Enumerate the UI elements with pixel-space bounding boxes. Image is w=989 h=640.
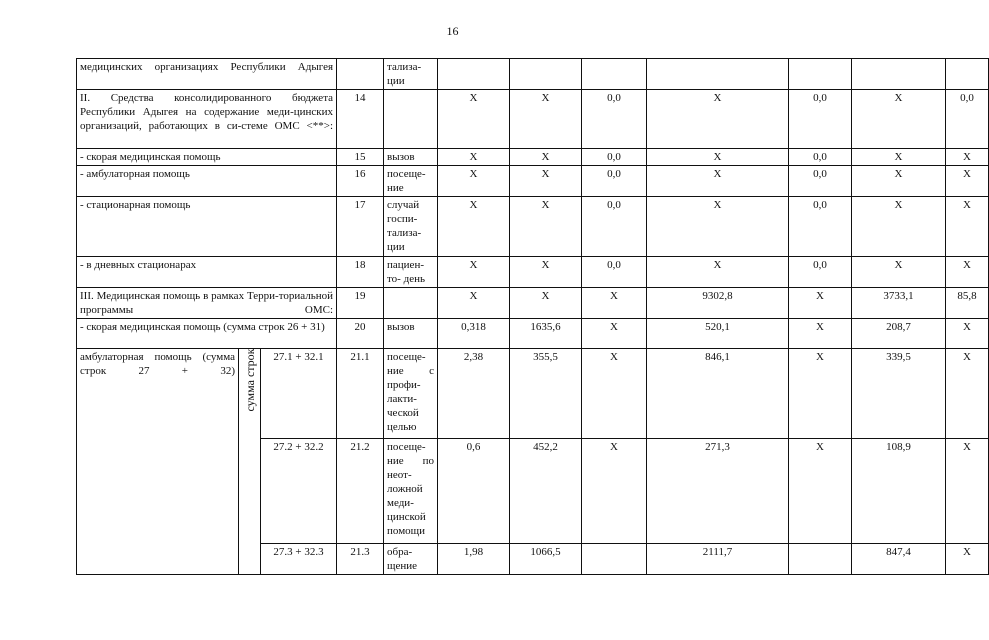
value-cell: 0,318: [438, 319, 510, 349]
vertical-label-cell: [239, 349, 261, 575]
unit-cell: посеще-ние с профи-лакти-ческой целью: [384, 349, 438, 439]
value-cell: X: [852, 197, 946, 257]
value-cell: X: [946, 166, 989, 197]
value-cell: X: [510, 197, 582, 257]
value-cell: [510, 59, 582, 90]
value-cell: 0,0: [789, 90, 852, 149]
row-label: - в дневных стационарах: [77, 257, 337, 288]
value-cell: 9302,8: [647, 288, 789, 319]
value-cell: 846,1: [647, 349, 789, 439]
value-cell: X: [946, 439, 989, 544]
value-cell: [946, 59, 989, 90]
value-cell: 2,38: [438, 349, 510, 439]
value-cell: X: [946, 349, 989, 439]
value-cell: X: [852, 257, 946, 288]
value-cell: 108,9: [852, 439, 946, 544]
value-cell: X: [647, 90, 789, 149]
value-cell: X: [582, 349, 647, 439]
value-cell: 847,4: [852, 544, 946, 575]
row-number: 19: [337, 288, 384, 319]
value-cell: [789, 59, 852, 90]
value-cell: X: [789, 319, 852, 349]
row-label: - скорая медицинская помощь: [77, 149, 337, 166]
value-cell: X: [582, 288, 647, 319]
value-cell: X: [946, 544, 989, 575]
page-number: 16: [446, 24, 459, 38]
unit-cell: [384, 288, 438, 319]
value-cell: X: [510, 90, 582, 149]
value-cell: X: [438, 90, 510, 149]
value-cell: X: [438, 257, 510, 288]
row-number: 16: [337, 166, 384, 197]
unit-cell: вызов: [384, 319, 438, 349]
value-cell: X: [647, 257, 789, 288]
value-cell: 2111,7: [647, 544, 789, 575]
row-number: 18: [337, 257, 384, 288]
row-number: 21.1: [337, 349, 384, 439]
value-cell: [789, 544, 852, 575]
unit-cell: обра-щение: [384, 544, 438, 575]
sub-row-label: 27.2 + 32.2: [261, 439, 337, 544]
table-row: [77, 59, 989, 90]
row-number: 20: [337, 319, 384, 349]
table-row: [77, 166, 989, 197]
table-row: [77, 149, 989, 166]
value-cell: 85,8: [946, 288, 989, 319]
value-cell: X: [946, 319, 989, 349]
value-cell: 271,3: [647, 439, 789, 544]
value-cell: X: [789, 439, 852, 544]
row-number: [337, 59, 384, 90]
value-cell: 339,5: [852, 349, 946, 439]
value-cell: X: [647, 197, 789, 257]
sub-row-label: 27.3 + 32.3: [261, 544, 337, 575]
table-row: [77, 197, 989, 257]
value-cell: 0,0: [582, 149, 647, 166]
value-cell: 208,7: [852, 319, 946, 349]
row-label: амбулаторная помощь (сумма строк 27 + 32): [77, 349, 239, 575]
row-label: III. Медицинская помощь в рамках Терри-ториальной программы ОМС:: [77, 288, 337, 319]
data-table: [76, 58, 989, 575]
value-cell: 0,0: [789, 197, 852, 257]
value-cell: X: [789, 288, 852, 319]
value-cell: X: [582, 439, 647, 544]
value-cell: X: [946, 197, 989, 257]
row-label: медицинских организациях Республики Адыгея: [77, 59, 337, 90]
value-cell: X: [789, 349, 852, 439]
unit-cell: посеще-ние по неот-ложной меди-цинской помощи: [384, 439, 438, 544]
value-cell: X: [852, 166, 946, 197]
value-cell: X: [438, 166, 510, 197]
value-cell: [647, 59, 789, 90]
value-cell: X: [438, 288, 510, 319]
value-cell: [852, 59, 946, 90]
value-cell: [582, 544, 647, 575]
row-number: 15: [337, 149, 384, 166]
value-cell: 0,0: [789, 166, 852, 197]
value-cell: 0,6: [438, 439, 510, 544]
value-cell: [438, 59, 510, 90]
value-cell: 0,0: [946, 90, 989, 149]
sub-row-label: 27.1 + 32.1: [261, 349, 337, 439]
value-cell: X: [946, 149, 989, 166]
unit-cell: [384, 90, 438, 149]
unit-cell: пациен-то- день: [384, 257, 438, 288]
row-number: 17: [337, 197, 384, 257]
value-cell: 0,0: [582, 197, 647, 257]
row-label: - амбулаторная помощь: [77, 166, 337, 197]
value-cell: X: [946, 257, 989, 288]
value-cell: 1066,5: [510, 544, 582, 575]
vertical-label: сумма строк: [242, 348, 257, 412]
table-row: [77, 319, 989, 349]
value-cell: 0,0: [582, 90, 647, 149]
value-cell: X: [852, 90, 946, 149]
value-cell: X: [510, 288, 582, 319]
value-cell: 0,0: [789, 257, 852, 288]
row-label: - стационарная помощь: [77, 197, 337, 257]
value-cell: 1,98: [438, 544, 510, 575]
unit-cell: случай госпи-тализа-ции: [384, 197, 438, 257]
table-row: [77, 257, 989, 288]
value-cell: 452,2: [510, 439, 582, 544]
value-cell: X: [647, 149, 789, 166]
value-cell: X: [852, 149, 946, 166]
row-label: II. Средства консолидированного бюджета Республики Адыгея на содержание меди-цинских организаций, работающих в си-стеме ОМС <**>:: [77, 90, 337, 149]
value-cell: X: [510, 257, 582, 288]
value-cell: 0,0: [582, 166, 647, 197]
table-row: [77, 90, 989, 149]
value-cell: 3733,1: [852, 288, 946, 319]
value-cell: 1635,6: [510, 319, 582, 349]
value-cell: [582, 59, 647, 90]
row-number: 21.2: [337, 439, 384, 544]
unit-cell: вызов: [384, 149, 438, 166]
value-cell: X: [582, 319, 647, 349]
value-cell: X: [438, 197, 510, 257]
unit-cell: тализа-ции: [384, 59, 438, 90]
value-cell: X: [647, 166, 789, 197]
value-cell: X: [438, 149, 510, 166]
value-cell: X: [510, 166, 582, 197]
value-cell: 520,1: [647, 319, 789, 349]
table-row: [77, 349, 989, 439]
unit-cell: посеще-ние: [384, 166, 438, 197]
value-cell: 0,0: [582, 257, 647, 288]
value-cell: 0,0: [789, 149, 852, 166]
table-row: [77, 288, 989, 319]
value-cell: 355,5: [510, 349, 582, 439]
row-number: 14: [337, 90, 384, 149]
row-label: - скорая медицинская помощь (сумма строк 26 + 31): [77, 319, 337, 349]
value-cell: X: [510, 149, 582, 166]
row-number: 21.3: [337, 544, 384, 575]
